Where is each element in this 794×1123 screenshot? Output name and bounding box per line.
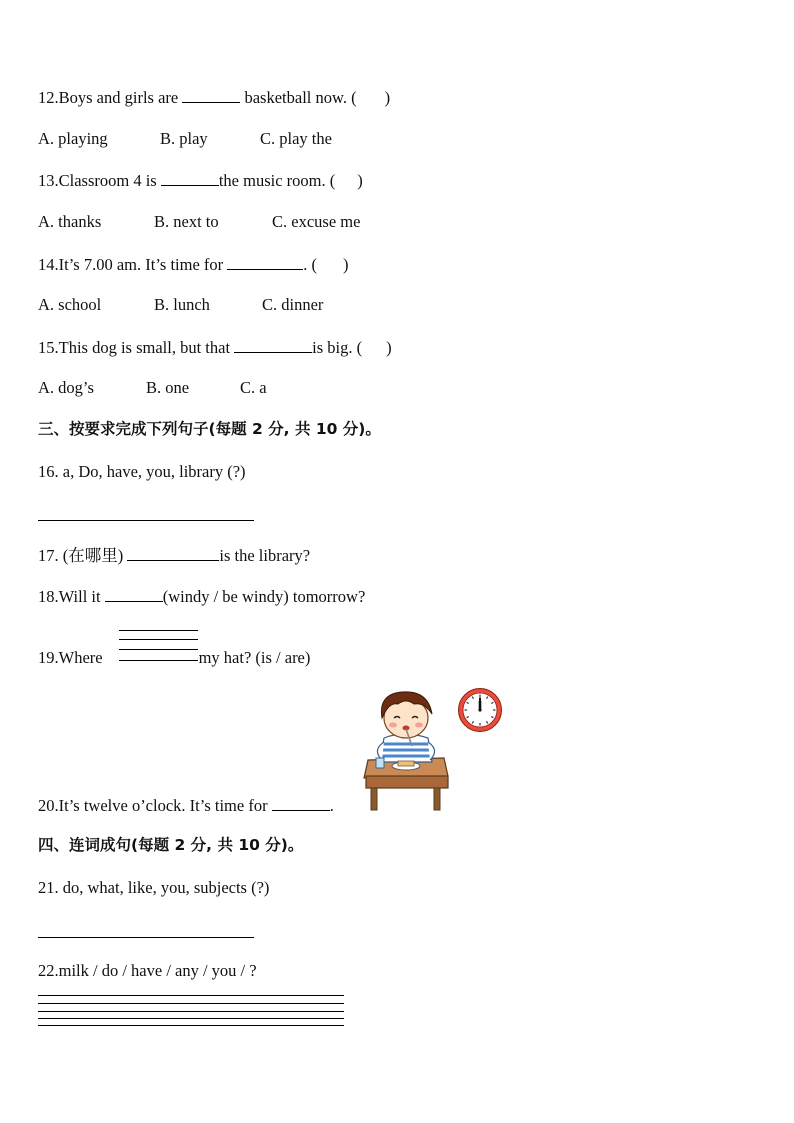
answer-blank[interactable]	[127, 545, 219, 561]
answer-blank[interactable]	[227, 254, 303, 270]
answer-blank[interactable]	[272, 795, 330, 811]
question-17: 17. (在哪里) is the library?	[38, 546, 311, 565]
answer-line-19[interactable]	[119, 649, 198, 650]
question-13-options	[38, 212, 360, 232]
answer-line-16[interactable]	[38, 520, 254, 521]
question-19: 19.Where my hat? (is / are)	[38, 648, 311, 667]
option-a: A. playing	[38, 129, 108, 148]
answer-blank[interactable]	[234, 337, 312, 353]
question-15: 15.This dog is small, but that is big. ( )	[38, 338, 392, 357]
question-20: 20.It’s twelve o’clock. It’s time for .	[38, 796, 334, 815]
answer-line-19[interactable]	[119, 630, 198, 631]
option-c: C. excuse me	[272, 212, 361, 231]
answer-line-22[interactable]	[38, 1018, 344, 1019]
question-14-options	[38, 295, 323, 315]
answer-line-22[interactable]	[38, 995, 344, 996]
question-12-options	[38, 129, 332, 149]
option-a: A. school	[38, 295, 102, 314]
question-18: 18.Will it (windy / be windy) tomorrow?	[38, 587, 366, 606]
question-15-options	[38, 378, 267, 398]
option-b: B. next to	[154, 212, 219, 231]
section-3-heading: 三、按要求完成下列句子(每题 2 分, 共 10 分)。	[38, 420, 381, 438]
answer-line-19[interactable]	[119, 639, 198, 640]
answer-line-22[interactable]	[38, 1011, 344, 1012]
option-b: B. one	[146, 378, 190, 397]
option-c: C. dinner	[262, 295, 324, 314]
boy-eating-illustration	[362, 688, 457, 813]
option-a: A. dog’s	[38, 378, 94, 397]
answer-line-21[interactable]	[38, 937, 254, 938]
option-b: B. play	[160, 129, 208, 148]
question-21: 21. do, what, like, you, subjects (?)	[38, 878, 270, 897]
question-14: 14.It’s 7.00 am. It’s time for . ( )	[38, 255, 349, 274]
question-22: 22.milk / do / have / any / you / ?	[38, 961, 257, 980]
clock-icon	[457, 687, 503, 733]
question-16: 16. a, Do, have, you, library (?)	[38, 462, 246, 481]
option-b: B. lunch	[154, 295, 210, 314]
answer-line-22[interactable]	[38, 1025, 344, 1026]
question-12: 12.Boys and girls are basketball now. ( )	[38, 88, 391, 107]
option-c: C. play the	[260, 129, 332, 148]
answer-line-19[interactable]	[119, 660, 198, 661]
section-4-heading: 四、连词成句(每题 2 分, 共 10 分)。	[38, 836, 304, 854]
answer-blank[interactable]	[161, 170, 219, 186]
answer-line-22[interactable]	[38, 1003, 344, 1004]
option-c: C. a	[240, 378, 267, 397]
question-13: 13.Classroom 4 is the music room. ( )	[38, 171, 363, 190]
option-a: A. thanks	[38, 212, 102, 231]
answer-blank[interactable]	[105, 586, 163, 602]
answer-blank[interactable]	[182, 87, 240, 103]
